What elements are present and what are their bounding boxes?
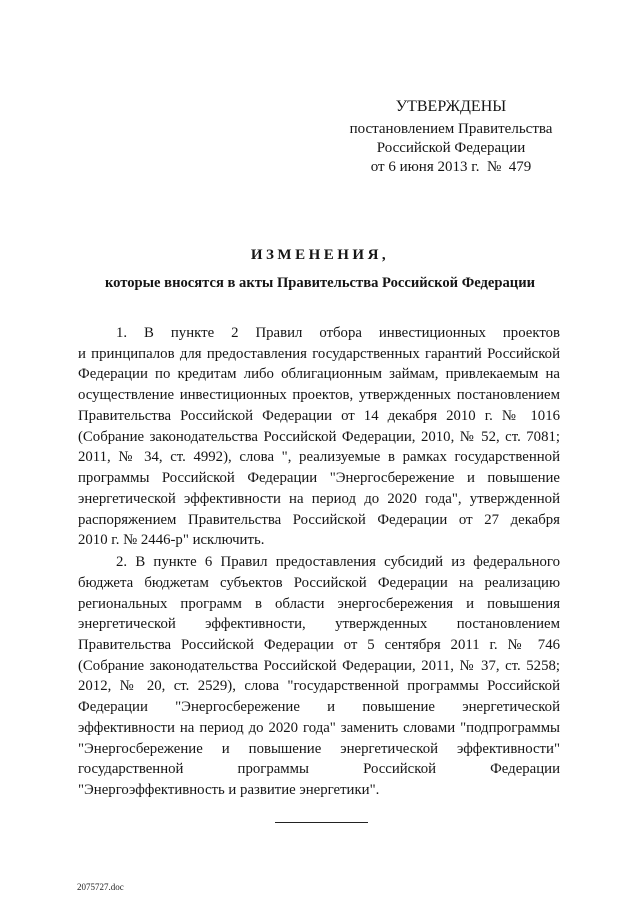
paragraph-line: (Собрание законодательства Российской Федерации, 2010, № 52, ст. 7081; (78, 428, 560, 445)
document-body (78, 323, 560, 801)
paragraph-line: распоряжением Правительства Российской Федерации от 27 декабря (78, 511, 560, 528)
document-subtitle: которые вносятся в акты Правительства Российской Федерации (104, 275, 536, 291)
paragraph-line: Федерации по кредитам либо облигационным займам, привлекаемым на (78, 366, 560, 383)
paragraph-1 (78, 323, 560, 551)
closing-separator-line (275, 822, 368, 823)
paragraph-line: и принципалов для предоставления государственных гарантий Российской (78, 345, 560, 362)
paragraph-2 (78, 552, 560, 801)
paragraph-line: 2012, № 20, ст. 2529), слова "государственной программы Российской (78, 678, 560, 695)
approval-heading: УТВЕРЖДЕНЫ (395, 98, 507, 115)
footer-file-name: 2075727.doc (77, 882, 124, 892)
paragraph-line: "Энергосбережение и повышение энергетической эффективности" (78, 740, 560, 757)
paragraph-line: осуществление инвестиционных проектов, утвержденных постановлением (78, 387, 560, 404)
paragraph-line: программы Российской Федерации "Энергосбережение и повышение (78, 470, 560, 487)
paragraph-line: 1. В пункте 2 Правил отбора инвестиционных проектов (116, 325, 560, 341)
paragraph-line: 2011, № 34, ст. 4992), слова ", реализуемые в рамках государственной (78, 449, 560, 466)
paragraph-line: Федерации "Энергосбережение и повышение энергетической (78, 699, 560, 716)
paragraph-line: энергетической эффективности на период до 2020 года", утвержденной (78, 490, 560, 507)
paragraph-line: Правительства Российской Федерации от 14 декабря 2010 г. № 1016 (78, 407, 560, 424)
paragraph-line: "Энергоэффективность и развитие энергетики". (78, 782, 380, 799)
approval-line-authority: постановлением Правительства (349, 121, 553, 137)
approval-line-date-number: от 6 июня 2013 г. № 479 (370, 159, 532, 175)
document-title: ИЗМЕНЕНИЯ, (250, 247, 390, 263)
paragraph-line: государственной программы Российской Федерации (78, 761, 560, 778)
approval-stamp (340, 97, 562, 177)
paragraph-line: бюджета бюджетам субъектов Российской Федерации на реализацию (78, 574, 560, 591)
paragraph-line: Правительства Российской Федерации от 5 сентября 2011 г. № 746 (78, 637, 560, 654)
paragraph-line: (Собрание законодательства Российской Федерации, 2011, № 37, ст. 5258; (78, 657, 560, 674)
paragraph-line: энергетической эффективности, утвержденных постановлением (78, 616, 560, 633)
paragraph-line: региональных программ в области энергосбережения и повышения (78, 595, 560, 612)
paragraph-line: 2. В пункте 6 Правил предоставления субсидий из федерального (116, 554, 560, 571)
approval-line-government: Российской Федерации (376, 140, 526, 156)
paragraph-line: 2010 г. № 2446-р" исключить. (78, 532, 265, 549)
paragraph-line: эффективности на период до 2020 года" заменить словами "подпрограммы (78, 719, 560, 736)
